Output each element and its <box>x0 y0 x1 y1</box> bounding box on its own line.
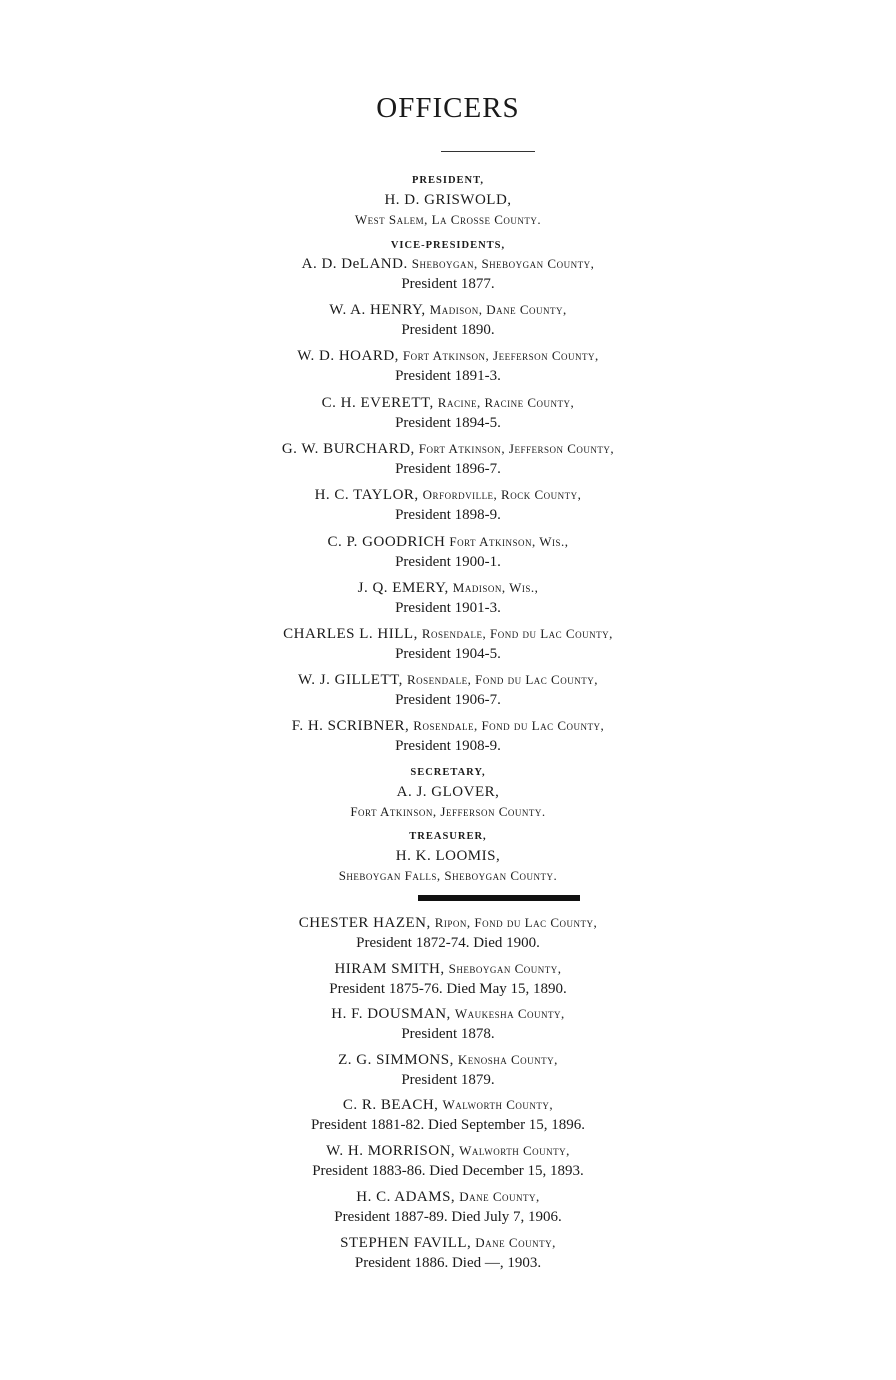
vp-name: W. D. HOARD, <box>297 348 399 364</box>
vp-term: President 1908-9. <box>395 738 501 754</box>
vp-name: W. J. GILLETT, <box>298 672 403 688</box>
pp-name: HIRAM SMITH, <box>334 961 445 977</box>
vp-term: President 1894-5. <box>395 415 501 431</box>
vp-location: Fort Atkinson, Jeeferson County, <box>402 348 599 363</box>
vp-location: Madison, Dane County, <box>429 302 567 317</box>
vp-location: Rosendale, Fond du Lac County, <box>421 626 613 641</box>
vp-location: Fort Atkinson, Jefferson County, <box>418 441 615 456</box>
vice-president-entry <box>0 578 896 618</box>
secretary-section <box>0 764 896 822</box>
vp-location: Rosendale, Fond du Lac County, <box>406 672 598 687</box>
vice-president-entry <box>0 670 896 710</box>
vp-term: President 1898-9. <box>395 507 501 523</box>
past-president-entry <box>0 1187 896 1227</box>
past-president-entry <box>0 1141 896 1181</box>
pp-location: Walworth County, <box>459 1143 570 1158</box>
pp-term: President 1881-82. Died September 15, 1896. <box>310 1117 586 1133</box>
vp-term: President 1900-1. <box>395 554 501 570</box>
pp-term: President 1879. <box>401 1072 495 1088</box>
past-president-entry <box>0 1233 896 1273</box>
pp-term: President 1887-89. Died July 7, 1906. <box>334 1209 562 1225</box>
vp-term: President 1877. <box>401 276 495 292</box>
vp-name: C. H. EVERETT, <box>321 395 434 411</box>
vp-name: W. A. HENRY, <box>329 302 426 318</box>
past-president-entry <box>0 913 896 953</box>
pp-location: Ripon, Fond du Lac County, <box>434 915 598 930</box>
pp-term: President 1883-86. Died December 15, 1893. <box>312 1163 584 1179</box>
vp-term: President 1904-5. <box>395 646 501 662</box>
vp-name: CHARLES L. HILL, <box>283 626 418 642</box>
vice-president-entry <box>0 300 896 340</box>
pp-name: H. C. ADAMS, <box>356 1189 456 1205</box>
vp-location: Fort Atkinson, Wis., <box>449 534 569 549</box>
pp-name: W. H. MORRISON, <box>326 1143 456 1159</box>
vp-term: President 1896-7. <box>395 461 501 477</box>
vice-presidents-heading-block <box>0 237 896 255</box>
vice-president-entry <box>0 439 896 479</box>
president-name: H. D. GRISWOLD, <box>384 192 512 208</box>
pp-term: President 1886. Died —, 1903. <box>354 1255 542 1271</box>
treasurer-name: H. K. LOOMIS, <box>395 848 501 864</box>
vp-name: F. H. SCRIBNER, <box>291 718 410 734</box>
vice-president-entry <box>0 346 896 386</box>
vp-location: Rosendale, Fond du Lac County, <box>413 718 605 733</box>
past-president-entry <box>0 1095 896 1135</box>
vp-name: C. P. GOODRICH <box>327 534 446 550</box>
past-president-entry <box>0 1050 896 1090</box>
vp-name: A. D. DeLAND. <box>301 256 408 272</box>
vice-president-entry <box>0 393 896 433</box>
vp-name: G. W. BURCHARD, <box>281 441 415 457</box>
pp-term: President 1878. <box>401 1026 495 1042</box>
president-section <box>0 172 896 230</box>
past-president-entry <box>0 1004 896 1044</box>
president-heading: PRESIDENT, <box>412 175 484 186</box>
pp-term: President 1875-76. Died May 15, 1890. <box>329 981 567 997</box>
treasurer-heading: TREASURER, <box>409 831 487 842</box>
pp-location: Sheboygan County, <box>448 961 562 976</box>
secretary-name: A. J. GLOVER, <box>396 784 500 800</box>
president-location: West Salem, La Crosse County. <box>354 212 542 227</box>
vp-name: H. C. TAYLOR, <box>314 487 419 503</box>
vp-term: President 1891-3. <box>395 368 501 384</box>
vice-president-entry <box>0 254 896 294</box>
pp-name: H. F. DOUSMAN, <box>331 1006 451 1022</box>
pp-location: Kenosha County, <box>457 1052 558 1067</box>
pp-term: President 1872-74. Died 1900. <box>356 935 540 951</box>
vice-president-entry <box>0 716 896 756</box>
pp-location: Waukesha County, <box>454 1006 565 1021</box>
vp-term: President 1901-3. <box>395 600 501 616</box>
vp-term: President 1906-7. <box>395 692 501 708</box>
vice-president-entry <box>0 485 896 525</box>
section-divider <box>418 895 580 901</box>
vp-location: Racine, Racine County, <box>437 395 575 410</box>
vp-term: President 1890. <box>401 322 495 338</box>
past-president-entry <box>0 959 896 999</box>
treasurer-location: Sheboygan Falls, Sheboygan County. <box>338 868 558 883</box>
pp-location: Dane County, <box>459 1189 540 1204</box>
page-title: OFFICERS <box>376 92 520 124</box>
vp-location: Madison, Wis., <box>452 580 539 595</box>
pp-location: Dane County, <box>475 1235 556 1250</box>
vice-presidents-heading: VICE-PRESIDENTS, <box>390 240 506 251</box>
pp-name: C. R. BEACH, <box>342 1097 439 1113</box>
pp-name: CHESTER HAZEN, <box>298 915 431 931</box>
vp-location: Sheboygan, Sheboygan County, <box>411 256 595 271</box>
vice-president-entry <box>0 624 896 664</box>
vp-location: Orfordville, Rock County, <box>422 487 582 502</box>
pp-name: Z. G. SIMMONS, <box>338 1052 454 1068</box>
pp-name: STEPHEN FAVILL, <box>340 1235 472 1251</box>
treasurer-section <box>0 828 896 886</box>
secretary-location: Fort Atkinson, Jefferson County. <box>350 804 546 819</box>
vice-president-entry <box>0 532 896 572</box>
title-divider <box>441 151 535 152</box>
pp-location: Walworth County, <box>442 1097 554 1112</box>
vp-name: J. Q. EMERY, <box>357 580 449 596</box>
secretary-heading: SECRETARY, <box>410 767 486 778</box>
